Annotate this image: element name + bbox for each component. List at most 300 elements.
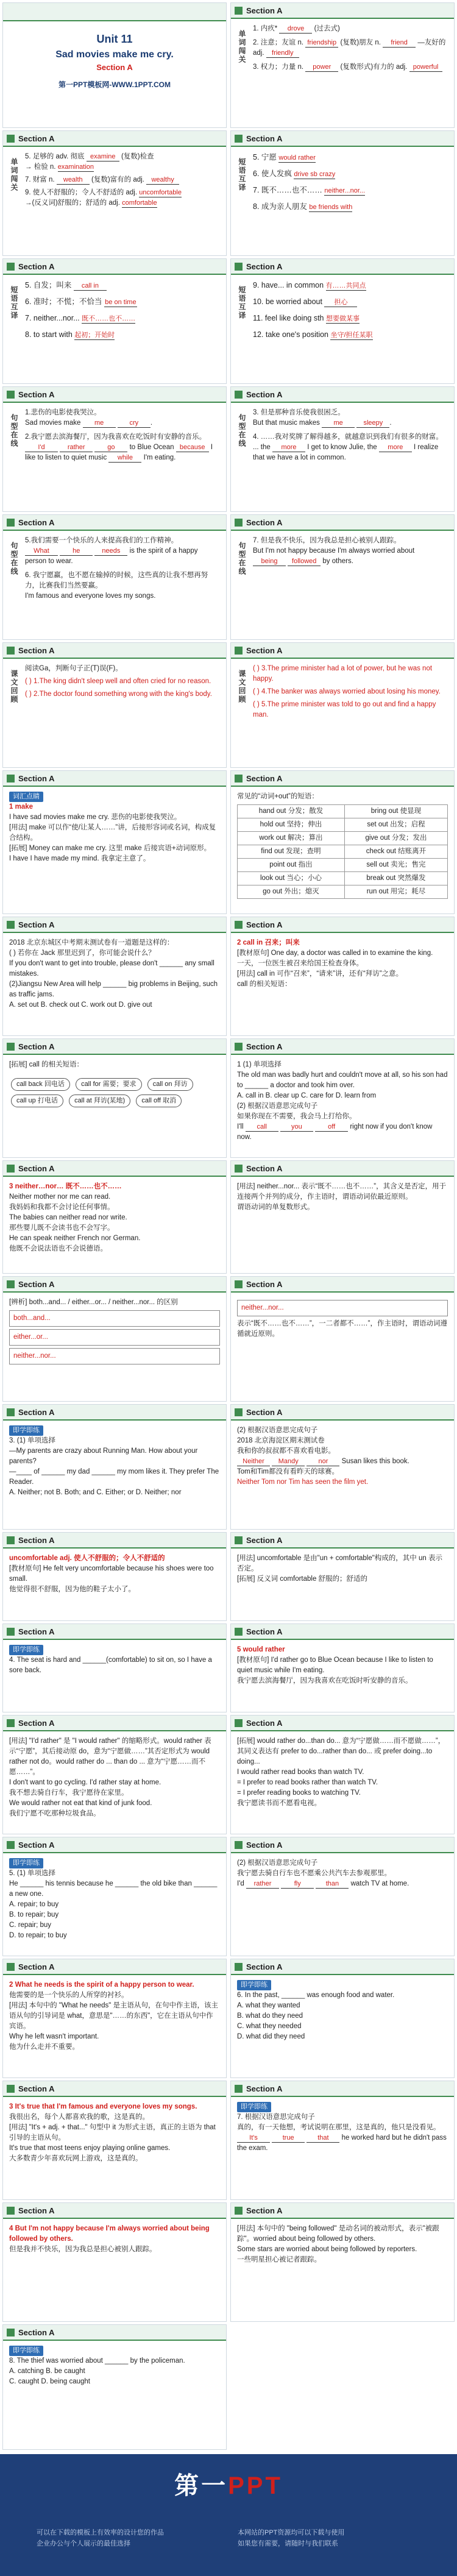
row-3 xyxy=(0,258,457,386)
sentences-card-2 xyxy=(230,386,455,512)
card-header: Section A xyxy=(3,1405,226,1421)
row-2 xyxy=(0,130,457,258)
sentence-en-2: I'd rather go to Blue Ocean because I like to listen to quiet music while I'm eating. xyxy=(25,444,213,461)
neither-usage-card xyxy=(230,1160,455,1274)
section-icon xyxy=(7,1043,15,1051)
tf-question-5: ( ) 5.The prime minister was told to go out and find a happy man. xyxy=(253,701,436,719)
phrase-line-8: 8. 成为亲人朋友 be friends with xyxy=(253,202,353,211)
point-line: 谓语动词的单复数形式。 xyxy=(237,1204,314,1211)
point-line: 我宁愿读书而不愿看电视。 xyxy=(237,1800,321,1807)
section-icon xyxy=(235,135,243,143)
unit-title: Unit 11 xyxy=(96,33,133,45)
point-line: 一些明星担心被记者跟踪。 xyxy=(237,2256,321,2263)
row-19 xyxy=(0,2202,457,2324)
point-line: [用法] 本句中的 "being followed" 是动名词的被动形式，表示"被跟踪"。worried about being followed by others. xyxy=(237,2225,439,2243)
card-header: Section A xyxy=(3,1837,226,1853)
point-line: [教材原句] He felt very uncomfortable because his shoes were too small. xyxy=(9,1565,214,1583)
exercise-line: 2018 北京海淀区期末测试卷 xyxy=(237,1437,325,1444)
being-followed-usage-card xyxy=(230,2202,455,2322)
word-line-5: 5. 足够的 adv. 彻底 examine (复数)检查 xyxy=(25,153,154,160)
point-title: uncomfortable adj. 使人不舒服的；令人不舒适的 xyxy=(9,1555,165,1562)
card-header: Section A xyxy=(231,643,454,659)
exercise-line: 如果你现在不需要，我会马上打给你。 xyxy=(237,1113,356,1120)
phrase-line-6: 6. 使人发疯 drive sb crazy xyxy=(253,169,336,178)
card-header: Section A xyxy=(231,259,454,275)
exercise-line: 1 (1) 单项选择 xyxy=(237,1061,282,1068)
exercise-options: A. what they wanted B. what do they need C. what they needed D. what did they need xyxy=(237,2002,305,2040)
exercise-line: (2) 根据汉语意思完成句子 xyxy=(237,1427,318,1434)
exercise-line: (2) 根据汉语意思完成句子 xyxy=(237,1102,318,1110)
section-icon xyxy=(7,1165,15,1173)
row-17 xyxy=(0,1959,457,2081)
exercise-card-1 xyxy=(2,917,227,1036)
exercise-answer: Neither Mandy nor Susan likes this book. xyxy=(237,1457,448,1467)
lesson-title: Sad movies make me cry. xyxy=(55,49,174,60)
phrase-line-5: 5. 宁愿 would rather xyxy=(253,153,316,161)
point-line: 但是我并不快乐，因为我总是担心被别人跟踪。 xyxy=(9,2246,157,2253)
exercise-line: 我宁愿去骑自行车也不愿乘公共汽车去参观那里。 xyxy=(237,1870,391,1877)
call-phrase-bubble: call for 需要；要求 xyxy=(76,1078,141,1091)
exercise-line: 5. (1) 单项选择 xyxy=(9,1870,56,1877)
card-header: Section A xyxy=(231,3,454,19)
exercise-options: A. set out B. check out C. work out D. give out xyxy=(9,1001,152,1009)
exercise-answer: I'll call you off right now if you don't know now. xyxy=(237,1123,433,1141)
footer-logo: 第一PPT xyxy=(174,2472,283,2499)
card-header: Section A xyxy=(3,1161,226,1177)
section-icon xyxy=(7,1628,15,1636)
row-18 xyxy=(0,2081,457,2202)
card-header: Section A xyxy=(231,2203,454,2219)
exercise-line: (2) 根据汉语意思完成句子 xyxy=(237,1859,318,1867)
sentence-cn-5: 5.我们需要一个快乐的人来提高我们的工作精神。 xyxy=(25,537,179,544)
card-header: Section A xyxy=(3,1277,226,1293)
sentences-card-4 xyxy=(230,514,455,640)
exercise-card-2 xyxy=(230,1038,455,1158)
row-16 xyxy=(0,1837,457,1959)
exercise-line: 真的，有一天他想，考试说明在那里，这是真的，他只是没看见。 xyxy=(237,2124,441,2131)
phrase-line-h: 12. take one's position 坐守/担任某职 xyxy=(253,330,373,339)
side-label: 短语互译 xyxy=(238,158,246,192)
point-line: 他既不会说法语也不会说德语。 xyxy=(9,1245,107,1252)
point-line: = I prefer reading books to watching TV. xyxy=(237,1789,361,1797)
row-14 xyxy=(0,1623,457,1715)
uncomfortable-usage-card xyxy=(230,1532,455,1621)
point-line: 我很出名，每个人都喜欢我的歌，这是真的。 xyxy=(9,2113,149,2121)
exercise-line: 2018 北京东城区中考期末测试卷有一道题是这样的： xyxy=(9,939,174,946)
tf-question-3: ( ) 3.The prime minister had a lot of power, but he was not happy. xyxy=(253,665,433,683)
card-header: Section A xyxy=(231,2081,454,2097)
point-line: Some stars are worried about being followed by reporters. xyxy=(237,2246,417,2253)
sentences-card-3 xyxy=(2,514,227,640)
empty-slot xyxy=(230,2324,455,2450)
exercise-options: A. call in B. clear up C. care for D. learn from xyxy=(237,1092,377,1099)
title-slide xyxy=(2,2,227,128)
section-icon xyxy=(235,1408,243,1416)
section-icon xyxy=(7,1536,15,1544)
compare-card xyxy=(2,1276,227,1402)
exercise-answer: Neither Tom nor Tim has seen the film yet. xyxy=(237,1478,369,1486)
phrases-card-2 xyxy=(2,258,227,384)
section-icon xyxy=(7,1841,15,1849)
vocab-card-make xyxy=(2,770,227,914)
section-icon xyxy=(7,647,15,655)
card-header: Section A xyxy=(3,1039,226,1055)
compare-box: either...or... xyxy=(9,1329,220,1346)
card-header: Section A xyxy=(3,1533,226,1549)
sentence-en-4: ... the more I get to know Julie, the more I realize that we have a lot in common. xyxy=(253,444,439,461)
section-icon xyxy=(235,1841,243,1849)
uncomfortable-card xyxy=(2,1532,227,1621)
compare-box: neither...nor... xyxy=(9,1348,220,1364)
footer-text-right: 本网站的PPT资源均可以下载与使用 如果您有需要，请随时与我们联系 xyxy=(238,2529,345,2547)
card-header: Section A xyxy=(231,387,454,403)
point-line: 我们宁愿不吃那种垃圾食品。 xyxy=(9,1810,101,1817)
sentence-en-5: What he needs is the spirit of a happy person to wear. xyxy=(25,547,198,565)
what-clause-card xyxy=(2,1959,227,2078)
card-header: Section A xyxy=(3,917,226,933)
call-phrase-bubble: call off 取消 xyxy=(136,1095,182,1107)
section-icon xyxy=(235,519,243,527)
exercise-line: 3. (1) 单项选择 xyxy=(9,1437,56,1444)
exercise-line: (2)Jiangsu New Area will help ______ big problems in Beijing, such as traffic jams. xyxy=(9,981,218,998)
exercise-answer: I'd rather fly than watch TV at home. xyxy=(237,1880,409,1887)
point-line: 大多数青少年喜欢玩网上游戏，这是真的。 xyxy=(9,2155,143,2162)
exercise-line: 我和你的叔叔都不喜欢看电影。 xyxy=(237,1447,335,1455)
section-icon xyxy=(7,2329,15,2336)
point-line: [用法] make 可以作“使/让某人……”讲，后接形容词或名词，构成复合结构。 xyxy=(9,824,216,842)
row-4 xyxy=(0,386,457,514)
phrase-line-c: 7. neither...nor... 既不……也不…… xyxy=(25,314,136,322)
would-rather-usage-card xyxy=(2,1715,227,1834)
section-icon xyxy=(235,1719,243,1727)
point-title: 4 But I'm not happy because I'm always worried about being followed by others. xyxy=(9,2225,210,2243)
sentences-card-1 xyxy=(2,386,227,512)
section-icon xyxy=(7,921,15,929)
phrases-card-1 xyxy=(230,130,455,256)
point-line: He can speak neither French nor German. xyxy=(9,1235,141,1242)
point-line: I have I have made my mind. 我拿定主意了。 xyxy=(9,855,151,862)
out-phrase-table xyxy=(237,804,448,899)
practice-badge: 即学即练 xyxy=(9,1858,43,1868)
call-phrase-bubble: call up 打电话 xyxy=(11,1095,63,1107)
point-line: 我妈妈和我都不会讨论任何事情。 xyxy=(9,1204,115,1211)
point-line: [用法] neither...nor... 表示“既不……也不……”，其含义是否定，用于连接两个并列的成分，作主语时，谓语动词依最近原则。 xyxy=(237,1183,447,1201)
tf-question-1: ( ) 1.The king didn't sleep well and often cried for no reason. xyxy=(25,678,211,685)
being-followed-card xyxy=(2,2202,227,2322)
point-line: We would rather not eat that kind of junk food. xyxy=(9,1800,152,1807)
point-title: 1 make xyxy=(9,803,34,811)
exercise-line: —My parents are crazy about Running Man. How about your parents? xyxy=(9,1447,198,1465)
tf-question-4: ( ) 4.The banker was always worried about losing his money. xyxy=(253,688,441,695)
sentence-en-6: I'm famous and everyone loves my songs. xyxy=(25,592,156,600)
section-icon xyxy=(235,1628,243,1636)
practice-card-6 xyxy=(230,1959,455,2078)
row-9 xyxy=(0,1038,457,1160)
site-text: 第一PPT模板网-WWW.1PPT.COM xyxy=(58,80,171,89)
point-line: 表示“既不……也不……”，一二者都不……”，作主语时，谓语动词遵循就近原则。 xyxy=(237,1320,447,1338)
table-row: work out 解决；算出 give out 分发；发出 xyxy=(238,832,448,845)
practice-card-4 xyxy=(2,1623,227,1712)
side-label: 句型在线 xyxy=(10,542,18,576)
section-icon xyxy=(7,1280,15,1288)
row-1 xyxy=(0,2,457,130)
call-phrase-bubble: call back 回电话 xyxy=(11,1078,70,1091)
point-line: [用法] 本句中的 "What he needs" 是主语从句，在句中作主语，该主语从句的引导词是 what，意思是"……的东西"，它在主语从句中作宾语。 xyxy=(9,2002,218,2030)
point-line: = I prefer to read books rather than watch TV. xyxy=(237,1779,378,1786)
table-row: hand out 分发；散发 bring out 使显现 xyxy=(238,805,448,818)
footer-text-left: 可以在下载的模板上有效率的设计您的作品 企业办公与个人展示的最佳选择 xyxy=(37,2529,164,2547)
card-header: Section A xyxy=(231,771,454,787)
section-icon xyxy=(7,263,15,271)
point-line: I don't want to go cycling. I'd rather stay at home. xyxy=(9,1779,161,1786)
point-line: [教材原句] I'd rather go to Blue Ocean because I like to listen to quiet music while I'm eating. xyxy=(237,1656,433,1674)
exercise-line: 4. The seat is hard and ______(comfortable) to sit on, so I have a sore back. xyxy=(9,1656,212,1674)
word-line-9: 9. 使人不舒服的；令人不舒适的 adj. uncomfortable xyxy=(25,189,182,196)
table-row: look out 当心；小心 break out 突然爆发 xyxy=(238,872,448,885)
card-header: Section A xyxy=(3,2081,226,2097)
point-title: 2 What he needs is the spirit of a happy person to wear. xyxy=(9,1981,194,1989)
section-icon xyxy=(235,391,243,399)
exercise-line: Tom和Tim都没有看昨天的球赛。 xyxy=(237,1468,339,1475)
section-icon xyxy=(7,519,15,527)
exercise-title: 阅读Ga，判断句子正(T)误(F)。 xyxy=(25,665,122,672)
exercise-answer: It's true that he worked hard but he didn't pass the exam. xyxy=(237,2134,447,2152)
point-title: 3 It's true that I'm famous and everyone loves my songs. xyxy=(9,2103,197,2110)
section-icon xyxy=(235,921,243,929)
point-line: Why he left wasn't important. xyxy=(9,2033,99,2040)
call-phrase-bubble: call on 拜访 xyxy=(147,1078,193,1091)
practice-badge: 即学即练 xyxy=(9,1645,43,1655)
section-icon xyxy=(235,7,243,15)
section-icon xyxy=(235,1043,243,1051)
table-row: point out 指出 sell out 卖光；售完 xyxy=(238,859,448,872)
point-line: 我不想去骑自行车，我宁愿待在家里。 xyxy=(9,1789,129,1797)
point-line: Neither mother nor me can read. xyxy=(9,1193,111,1201)
side-label: 单词闯关 xyxy=(238,30,246,64)
point-title: [拓展] call 的相关短语： xyxy=(9,1061,84,1068)
point-line: 他为什么走并不重要。 xyxy=(9,2043,79,2051)
would-rather-card xyxy=(230,1623,455,1712)
section-title: Section A xyxy=(96,63,133,72)
card-header: Section A xyxy=(231,1624,454,1640)
point-line: [用法] uncomfortable 是由"un + comfortable"构成的，其中 un 表示否定。 xyxy=(237,1555,442,1572)
row-15 xyxy=(0,1715,457,1837)
practice-card-8 xyxy=(2,2324,227,2450)
would-rather-extend-card xyxy=(230,1715,455,1834)
section-icon xyxy=(235,647,243,655)
card-header: Section A xyxy=(3,131,226,147)
vocab-card-callin xyxy=(230,917,455,1036)
card-header: Section A xyxy=(231,1533,454,1549)
sentence-cn-3: 3. 但是那种音乐使我很困乏。 xyxy=(253,409,345,416)
section-icon xyxy=(235,775,243,782)
card-header: Section A xyxy=(231,1277,454,1293)
its-true-card xyxy=(2,2081,227,2200)
phrase-line-e: 9. have... in common 有……共同点 xyxy=(253,281,366,289)
tf-question-2: ( ) 2.The doctor found something wrong with the king's body. xyxy=(25,690,212,698)
compare-box: neither...nor... xyxy=(237,1300,448,1316)
section-icon xyxy=(7,135,15,143)
card-header: Section A xyxy=(231,1837,454,1853)
call-phrases-card xyxy=(2,1038,227,1158)
side-label: 句型在线 xyxy=(238,414,246,448)
point-line: It's true that most teens enjoy playing online games. xyxy=(9,2145,171,2152)
exercise-line: He ______ his tennis because he ______ the old bike than ______ a new one. xyxy=(9,1880,218,1898)
card-header: Section A xyxy=(231,1039,454,1055)
title-slide-bar xyxy=(3,3,226,21)
vocab-badge: 词汇点睛 xyxy=(9,792,43,802)
sentence-en-3: But that music makes me sleepy . xyxy=(253,419,392,427)
exercise-line: 8. The thief was worried about ______ by the policeman. xyxy=(9,2357,185,2365)
practice-badge: 即学即练 xyxy=(9,1425,43,1436)
point-line: The babies can neither read nor write. xyxy=(9,1214,127,1221)
row-10 xyxy=(0,1160,457,1276)
exercise-line: If you don't want to get into trouble, please don't ______ any small mistakes. xyxy=(9,960,214,978)
practice-card-3b xyxy=(230,1404,455,1530)
side-label: 短语互译 xyxy=(10,286,18,320)
card-header: Section A xyxy=(231,1959,454,1975)
point-title: 2 call in 召来；叫来 xyxy=(237,939,300,946)
point-title: 3 neither…nor… 既不……也不…… xyxy=(9,1183,122,1190)
exercise-options: A. repair; to buy B. to repair; buy C. repair; buy D. to repair; to buy xyxy=(9,1901,67,1939)
word-line-2: 2. 注意；友谊 n. friendship (复数)朋友 n. friend —友好的 adj. friendly xyxy=(253,39,446,57)
point-line: [拓展] would rather do...than do... 意为“宁愿做……而不愿做……”，其同义表达有 prefer to do...rather than do... 或 prefer doing...to doing... xyxy=(237,1737,445,1765)
card-header: Section A xyxy=(3,2203,226,2219)
point-line: I have sad movies make me cry. 悲伤的电影使我哭泣。 xyxy=(9,814,182,821)
compare-card-2 xyxy=(230,1276,455,1402)
phrase-table-card xyxy=(230,770,455,914)
point-line: 一天，一位医生被召来给国王检查身体。 xyxy=(237,960,363,967)
section-icon xyxy=(7,2085,15,2093)
row-12 xyxy=(0,1404,457,1532)
point-line: I would rather read books than watch TV. xyxy=(237,1769,364,1776)
point-line: 他需要的是一个快乐的人所穿的衬衫。 xyxy=(9,1992,129,1999)
sentence-en-7: But I'm not happy because I'm always worried about being followed by others. xyxy=(253,547,415,565)
classics-card-2 xyxy=(230,642,455,768)
section-icon xyxy=(7,1963,15,1971)
card-header: Section A xyxy=(231,1405,454,1421)
practice-card-5b xyxy=(230,1837,455,1956)
exercise-line: 6. In the past, ______ was enough food and water. xyxy=(237,1992,395,1999)
card-header: Section A xyxy=(3,643,226,659)
practice-card-5 xyxy=(2,1837,227,1956)
classics-card-1 xyxy=(2,642,227,768)
phrase-line-f: 10. be worried about 担心 xyxy=(253,296,448,308)
section-icon xyxy=(7,775,15,782)
point-title: 5 would rather xyxy=(237,1646,285,1653)
section-icon xyxy=(7,2207,15,2215)
point-line: 那些婴儿既不会读书也不会写字。 xyxy=(9,1224,115,1232)
section-icon xyxy=(235,1963,243,1971)
phrase-line-g: 11. feel like doing sth 想要做某事 xyxy=(253,314,360,322)
section-icon xyxy=(235,2207,243,2215)
point-line: [用法] "It's + adj. + that..." 句型中 it 为形式主语，真正的主语为 that 引导的主语从句。 xyxy=(9,2124,216,2141)
neither-nor-card xyxy=(2,1160,227,1274)
word-line-3: 3. 权力；力量 n. power (复数形式)有力的 adj. powerful xyxy=(253,62,448,73)
compare-box: both...and... xyxy=(9,1310,220,1327)
word-line-1: 1. 内疚* drove (过去式) xyxy=(253,25,340,32)
card-header: Section A xyxy=(3,515,226,531)
sentence-cn-1: 1.悲伤的电影使我哭泣。 xyxy=(25,409,101,416)
section-icon xyxy=(7,1719,15,1727)
section-icon xyxy=(235,2085,243,2093)
exercise-line: —____ of ______ my dad ______ my mom likes it. They prefer The Reader. xyxy=(9,1468,219,1486)
table-row: go out 外出；熄灭 run out 用完；耗尽 xyxy=(238,885,448,899)
row-20 xyxy=(0,2324,457,2452)
card-header: Section A xyxy=(3,259,226,275)
card-header: Section A xyxy=(231,1161,454,1177)
side-label: 句型在线 xyxy=(10,414,18,448)
point-line: [拓展] 反义词 comfortable 舒服的；舒适的 xyxy=(237,1575,368,1583)
section-icon xyxy=(7,391,15,399)
card-header: Section A xyxy=(3,2325,226,2341)
card-header: Section A xyxy=(3,1624,226,1640)
practice-badge: 即学即练 xyxy=(237,2102,271,2112)
practice-card-3 xyxy=(2,1404,227,1530)
row-8 xyxy=(0,917,457,1038)
point-line: [用法] "I'd rather" 是 "I would rather" 的缩略形式。would rather 表示“宁愿”，其后接动原 do，意为“宁愿做……”其否定形式为 would rather not do。would rather do ... than do ... 意为“宁愿……而不愿……”。 xyxy=(9,1737,211,1776)
row-11 xyxy=(0,1276,457,1404)
word-line-6: → 检验 n. examination xyxy=(25,163,94,171)
table-row: find out 发现；查明 check out 结账离开 xyxy=(238,845,448,859)
point-line: [教材原句] One day, a doctor was called in to examine the king. xyxy=(237,949,433,957)
row-13 xyxy=(0,1532,457,1623)
phrase-line-7: 7. 既不……也不…… neither...nor... xyxy=(253,186,366,194)
word-line-10: →(反义词)舒服的；舒适的 adj. comfortable xyxy=(25,199,157,207)
section-icon xyxy=(235,263,243,271)
point-title: [辨析] both...and... / either...or... / neither...nor... 的区别 xyxy=(9,1299,178,1306)
exercise-line: ( ) 若你在 Jack 那里迟到了，你可能会说什么？ xyxy=(9,949,155,957)
row-6 xyxy=(0,642,457,770)
table-row: hold out 坚持；伸出 set out 出发；启程 xyxy=(238,818,448,832)
section-icon xyxy=(235,1165,243,1173)
sentence-cn-2: 2.我宁愿去滨海餐厅，因为我喜欢在吃饭时有安静的音乐。 xyxy=(25,433,207,441)
side-label: 课文回顾 xyxy=(10,670,18,704)
point-line: [拓展] Money can make me cry. 这里 make 后接宾语+动词原形。 xyxy=(9,845,211,852)
footer-banner xyxy=(0,2454,457,2576)
card-header: Section A xyxy=(3,1959,226,1975)
phrase-line-d: 8. to start with 起初；开始时 xyxy=(25,330,115,339)
section-icon xyxy=(235,1280,243,1288)
card-header: Section A xyxy=(231,515,454,531)
word-line-7: 7. 财富 n. wealth (复数)富有的 adj. wealthy xyxy=(25,175,220,185)
sentence-cn-7: 7. 但是我不快乐，因为我总是担心被别人跟踪。 xyxy=(253,537,401,544)
row-5 xyxy=(0,514,457,642)
card-header: Section A xyxy=(3,771,226,787)
practice-card-7 xyxy=(230,2081,455,2200)
call-phrase-bubble: call at 拜访(某地) xyxy=(69,1095,130,1107)
point-line: 他觉得很不舒服，因为他的鞋子太小了。 xyxy=(9,1586,135,1593)
words-card-1 xyxy=(230,2,455,128)
exercise-options: A. Neither; not B. Both; and C. Either; or D. Neither; nor xyxy=(9,1489,182,1496)
point-line: [用法] call in 可作“召来”，“请来”讲，还有“拜访”之意。 xyxy=(237,970,403,978)
card-header: Section A xyxy=(3,387,226,403)
practice-badge: 即学即练 xyxy=(9,2346,43,2356)
side-label: 单词闯关 xyxy=(10,158,18,192)
sentence-en-1: Sad movies make me cry . xyxy=(25,419,153,427)
card-header: Section A xyxy=(3,1716,226,1731)
section-icon xyxy=(235,1536,243,1544)
practice-badge: 即学即练 xyxy=(237,1980,271,1990)
words-card-2 xyxy=(2,130,227,256)
sentence-cn-6: 6. 我宁愿赢，也不愿在输掉的时候，这些真的让我不想再努力，比赛我们当然要赢。 xyxy=(25,572,208,589)
section-icon xyxy=(7,1408,15,1416)
side-label: 句型在线 xyxy=(238,542,246,576)
table-title: 常见的“动词+out”的短语： xyxy=(237,793,319,800)
exercise-line: The old man was badly hurt and couldn't move at all, so his son had to ______ a doctor and took him over. xyxy=(237,1071,448,1089)
card-header: Section A xyxy=(231,917,454,933)
phrase-line-b: 6. 准时；不慌；不恰当 be on time xyxy=(25,297,136,306)
